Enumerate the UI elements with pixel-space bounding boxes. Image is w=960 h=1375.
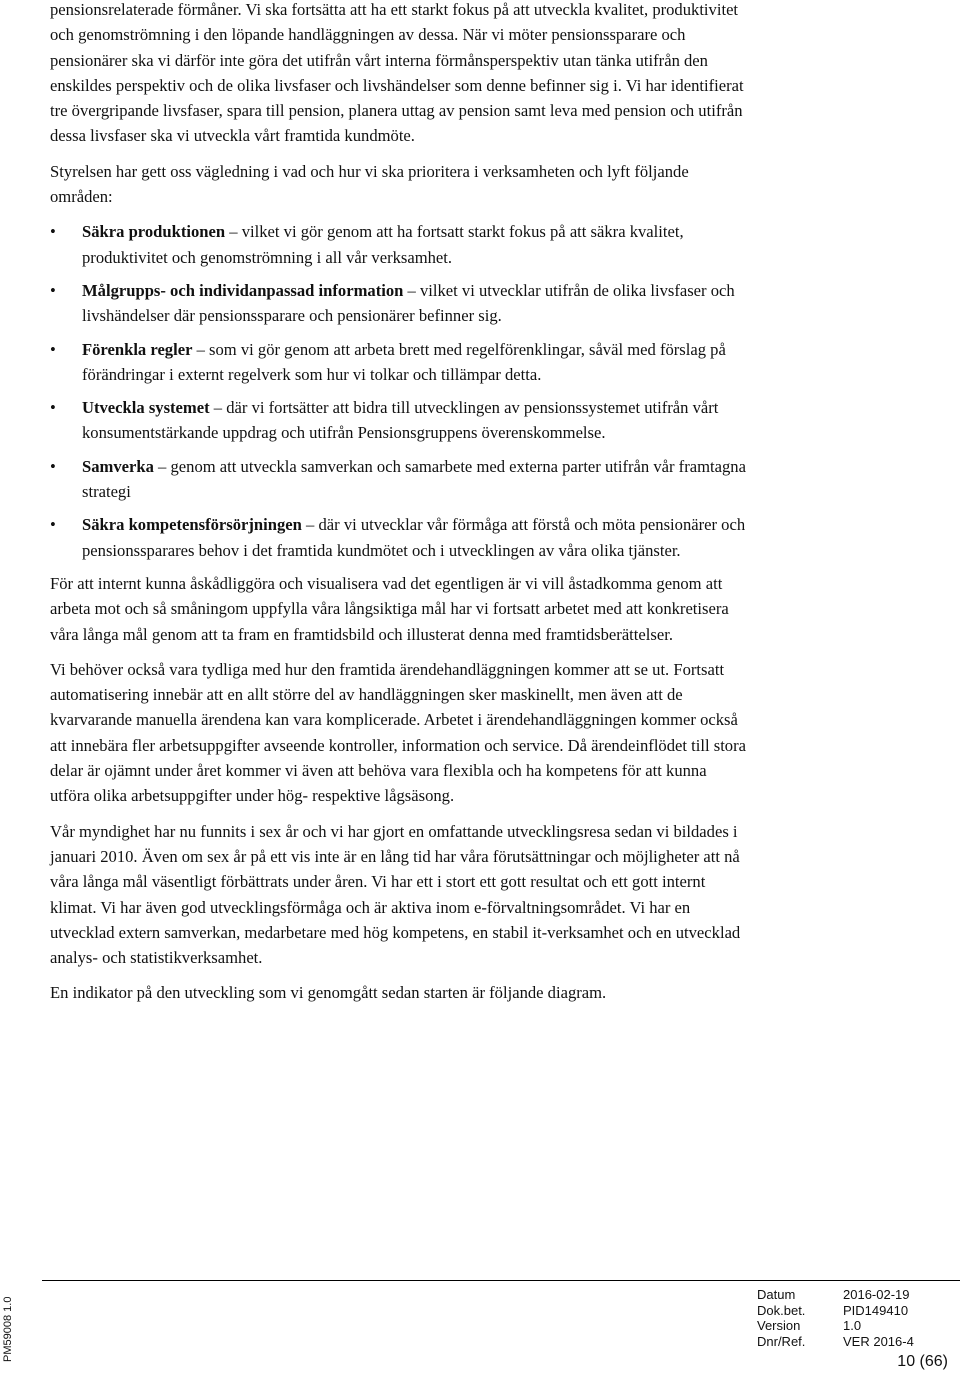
list-item-term: Samverka [82, 456, 154, 476]
list-item [50, 454, 750, 505]
priority-list [50, 219, 750, 563]
meta-label: Version [757, 1318, 801, 1333]
paragraph-agency-history: Vår myndighet har nu funnits i sex år och vi har gjort en omfattande utvecklingsresa sedan vi bildades i januari 2010. Även om sex år på ett vis inte är en lång tid har våra förutsättningar och möjligheter att nå våra långa mål väsentligt förbättrats under åren. Vi har ett i stort ett gott resultat och ett gott internt klimat. Vi har även god utvecklingsförmåga och är aktiva inom e-förvaltningsområdet. Vi har en utvecklad extern samverkan, medarbetare med hög kompetens, en stabil it-verksamhet och en utvecklad analys- och statistikverksamhet. [50, 821, 741, 968]
list-item-term: Säkra kompetensförsörjningen [82, 515, 302, 535]
list-item-term: Förenkla regler [82, 339, 193, 359]
list-item-text: – genom att utveckla samverkan och samarbete med externa parter utifrån vår framtagna strategi [82, 456, 746, 502]
footer-divider [42, 1280, 960, 1281]
meta-value: 1.0 [843, 1318, 862, 1333]
paragraph-board-guidance: Styrelsen har gett oss vägledning i vad och hur vi ska prioritera i verksamheten och lyft följande områden: [50, 161, 689, 207]
list-item [50, 219, 750, 270]
meta-row-dokbet [757, 1303, 914, 1319]
meta-row-datum [757, 1287, 914, 1303]
list-item [50, 512, 750, 563]
page-number: 10 (66) [897, 1353, 948, 1370]
form-code: PM59008 1.0 [2, 1296, 14, 1362]
list-item-text: – vilket vi gör genom att ha fortsatt starkt fokus på att säkra kvalitet, produktivitet och genomströmning i all vår verksamhet. [82, 222, 684, 267]
list-item [50, 337, 750, 388]
list-item-term: Utveckla systemet [82, 398, 210, 418]
document-body [50, 0, 750, 1006]
meta-value: PID149410 [843, 1302, 909, 1318]
list-item [50, 278, 750, 329]
paragraph-intro: pensionsrelaterade förmåner. Vi ska fortsätta att ha ett starkt fokus på att utveckla kvalitet, produktivitet och genomströmning i den löpande handläggningen av dessa. När vi möter pensionssparare och pensionärer ska vi därför inte göra det utifrån vårt interna förmånsperspektiv utan tänka utifrån den enskildes perspektiv och de olika livsfaser och livshändelser som denne befinner sig i. Vi har identifierat tre övergripande livsfaser, spara till pension, planera uttag av pension samt leva med pension och utifrån dessa livsfaser ska vi utveckla vårt framtida kundmöte. [50, 0, 744, 146]
list-item-term: Säkra produktionen [82, 222, 226, 242]
bullet-icon: • [50, 339, 56, 359]
bullet-icon: • [50, 398, 56, 418]
bullet-icon: • [50, 456, 56, 476]
meta-value: VER 2016-4 [843, 1333, 914, 1349]
bullet-icon: • [50, 222, 56, 242]
meta-row-version [757, 1318, 914, 1334]
paragraph-indicator: En indikator på den utveckling som vi genomgått sedan starten är följande diagram. [50, 983, 607, 1003]
list-item [50, 395, 750, 446]
document-metadata [757, 1287, 914, 1349]
bullet-icon: • [50, 280, 56, 300]
meta-value: 2016-02-19 [843, 1287, 910, 1302]
meta-row-dnr [757, 1334, 914, 1350]
list-item-term: Målgrupps- och individanpassad information [82, 280, 404, 300]
paragraph-future-vision: För att internt kunna åskådliggöra och visualisera vad det egentligen är vi vill åstadkomma genom att arbeta mot och så småningom uppfylla våra långsiktiga mål har vi fortsatt arbetet med att konkretisera våra långa mål genom att ta fram en framtidsbild och illusterat denna med framtidsberättelser. [50, 573, 729, 644]
meta-label: Dnr/Ref. [757, 1333, 806, 1349]
list-item-text: – där vi fortsätter att bidra till utvecklingen av pensionssystemet utifrån vårt konsumentstärkande uppdrag och utifrån Pensionsgruppens överenskommelse. [82, 398, 719, 443]
meta-label: Datum [757, 1287, 796, 1302]
bullet-icon: • [50, 515, 56, 535]
meta-label: Dok.bet. [757, 1302, 806, 1318]
paragraph-case-handling: Vi behöver också vara tydliga med hur den framtida ärendehandläggningen kommer att se ut. Fortsatt automatisering innebär att en allt större del av handläggningen sker maskinellt, men även att de kvarvarande manuella ärendena kan vara komplicerade. Arbetet i ärendehandläggningen kommer också att innebära fler arbetsuppgifter avseende kontroller, information och service. Då ärendeinflödet till stora delar är ojämnt under året kommer vi även att behöva vara flexibla och ha kompetens för att kunna utföra olika arbetsuppgifter under hög- respektive lågsäsong. [50, 659, 746, 806]
list-item-text: – vilket vi utvecklar utifrån de olika livsfaser och livshändelser där pensionssparare och pensionärer befinner sig. [82, 280, 735, 326]
list-item-text: – som vi gör genom att arbeta brett med regelförenklingar, såväl med förslag på förändringar i externt regelverk som hur vi tolkar och tillämpar detta. [82, 339, 726, 384]
list-item-text: – där vi utvecklar vår förmåga att förstå och möta pensionärer och pensionssparares behov i det framtida kundmötet och i utvecklingen av våra olika tjänster. [82, 515, 746, 560]
